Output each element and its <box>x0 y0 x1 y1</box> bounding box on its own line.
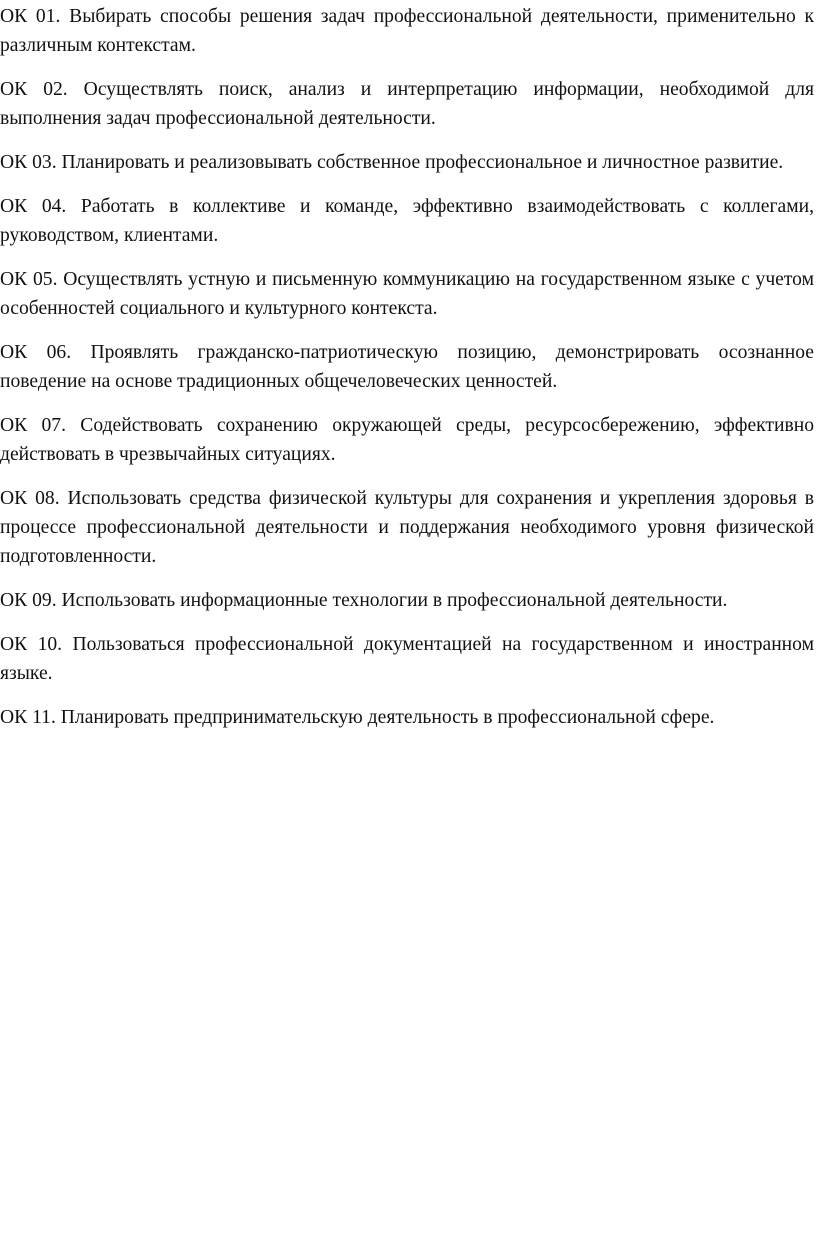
competency-ok-02: ОК 02. Осуществлять поиск, анализ и интерпретацию информации, необходимой для выполнения задач профессиональной деятельности. <box>0 79 814 129</box>
competency-ok-05: ОК 05. Осуществлять устную и письменную коммуникацию на государственном языке с учетом особенностей социального и культурного контекста. <box>0 269 814 319</box>
competency-ok-08: ОК 08. Использовать средства физической культуры для сохранения и укрепления здоровья в процессе профессиональной деятельности и поддержания необходимого уровня физической подготовленности. <box>0 488 814 567</box>
competency-ok-10: ОК 10. Пользоваться профессиональной документацией на государственном и иностранном языке. <box>0 634 814 684</box>
competency-ok-03: ОК 03. Планировать и реализовывать собственное профессиональное и личностное развитие. <box>0 152 784 173</box>
competency-ok-11: ОК 11. Планировать предпринимательскую деятельность в профессиональной сфере. <box>0 707 715 728</box>
competency-ok-04: ОК 04. Работать в коллективе и команде, эффективно взаимодействовать с коллегами, руководством, клиентами. <box>0 196 814 246</box>
competency-ok-06: ОК 06. Проявлять гражданско-патриотическую позицию, демонстрировать осознанное поведение на основе традиционных общечеловеческих ценностей. <box>0 342 814 392</box>
competency-ok-01: ОК 01. Выбирать способы решения задач профессиональной деятельности, применительно к различным контекстам. <box>0 6 814 56</box>
competency-ok-09: ОК 09. Использовать информационные технологии в профессиональной деятельности. <box>0 590 728 611</box>
competency-list <box>0 2 814 732</box>
competency-ok-07: ОК 07. Содействовать сохранению окружающей среды, ресурсосбережению, эффективно действовать в чрезвычайных ситуациях. <box>0 415 814 465</box>
